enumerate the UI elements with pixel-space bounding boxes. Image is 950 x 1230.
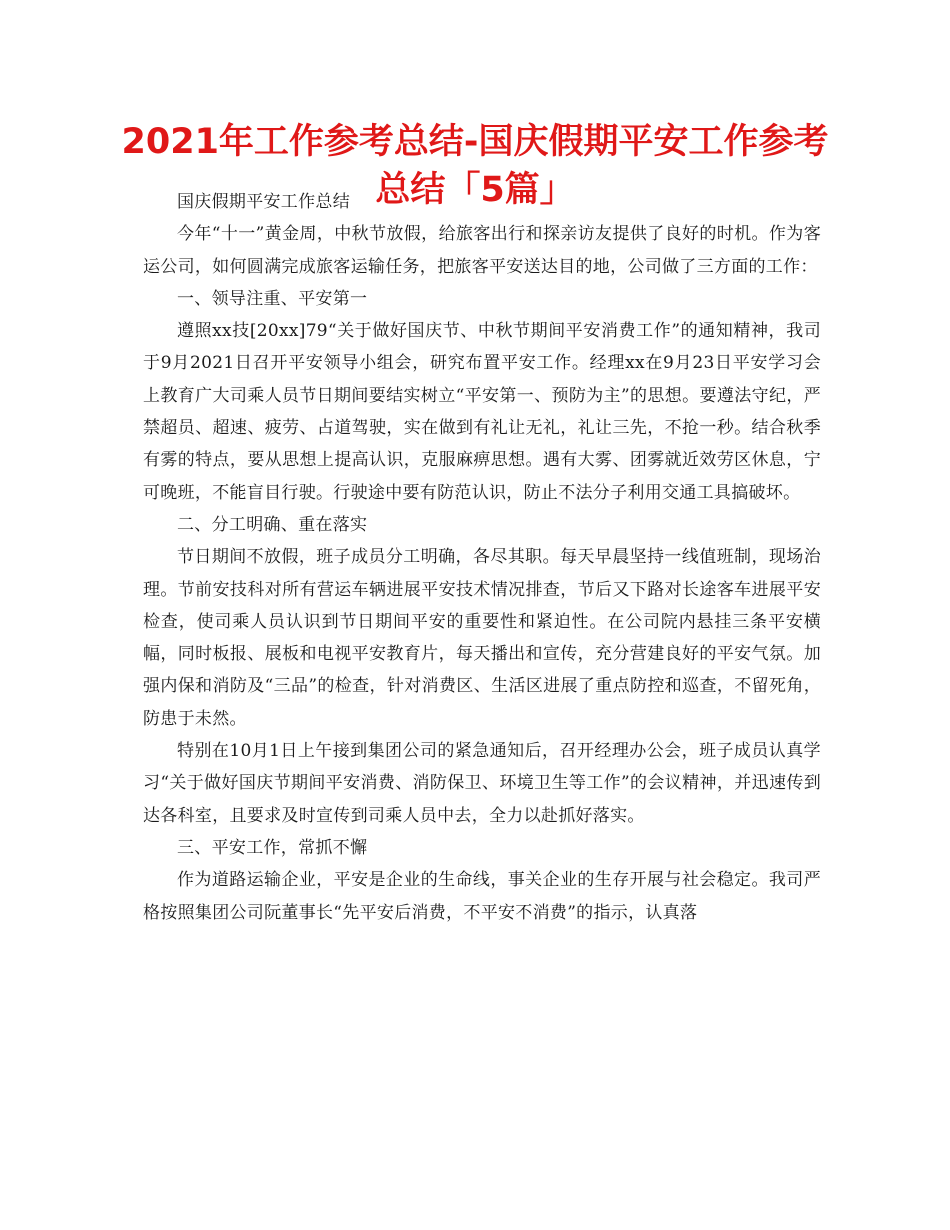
body-paragraph: 节日期间不放假，班子成员分工明确，各尽其职。每天早晨坚持一线值班制，现场治理。节前安技科对所有营运车辆进展平安技术情况排查，节后又下路对长途客车进展平安检查，使司乘人员认识到节日期间平安的重要性和紧迫性。在公司院内悬挂三条平安横幅，同时板报、展板和电视平安教育片，每天播出和宣传，充分营建良好的平安气氛。加强内保和消防及“三品”的检查，针对消费区、生活区进展了重点防控和巡查，不留死角，防患于未然。: [143, 547, 821, 729]
body-paragraph: 作为道路运输企业，平安是企业的生命线，事关企业的生存开展与社会稳定。我司严格按照集团公司阮董事长“先平安后消费，不平安不消费”的指示，认真落: [143, 870, 821, 923]
body-paragraph: 遵照xx技[20xx]79“关于做好国庆节、中秋节期间平安消费工作”的通知精神，我司于9月2021日召开平安领导小组会，研究布置平安工作。经理xx在9月23日平安学习会上教育广大司乘人员节日期间要结实树立“平安第一、预防为主”的思想。要遵法守纪，严禁超员、超速、疲劳、占道驾驶，实在做到有礼让无礼，礼让三先，不抢一秒。结合秋季有雾的特点，要从思想上提高认识，克服麻痹思想。遇有大雾、团雾就近效劳区休息，宁可晚班，不能盲目行驶。行驶途中要有防范认识，防止不法分子利用交通工具搞破坏。: [143, 321, 821, 503]
section-heading: 二、分工明确、重在落实: [177, 514, 368, 535]
document-body: [143, 186, 821, 929]
section-heading: 三、平安工作，常抓不懈: [177, 837, 368, 858]
document-title: 2021年工作参考总结-国庆假期平安工作参考总结「5篇」: [121, 122, 829, 210]
body-paragraph: 特别在10月1日上午接到集团公司的紧急通知后，召开经理办公会，班子成员认真学习“关于做好国庆节期间平安消费、消防保卫、环境卫生等工作”的会议精神，并迅速传到达各科室，且要求及时宣传到司乘人员中去，全力以赴抓好落实。: [143, 741, 821, 826]
section-heading: 一、领导注重、平安第一: [177, 288, 368, 309]
section-heading: 国庆假期平安工作总结: [177, 192, 350, 212]
body-paragraph: 今年“十一”黄金周，中秋节放假，给旅客出行和探亲访友提供了良好的时机。作为客运公司，如何圆满完成旅客运输任务，把旅客平安送达目的地，公司做了三方面的工作：: [143, 224, 821, 277]
